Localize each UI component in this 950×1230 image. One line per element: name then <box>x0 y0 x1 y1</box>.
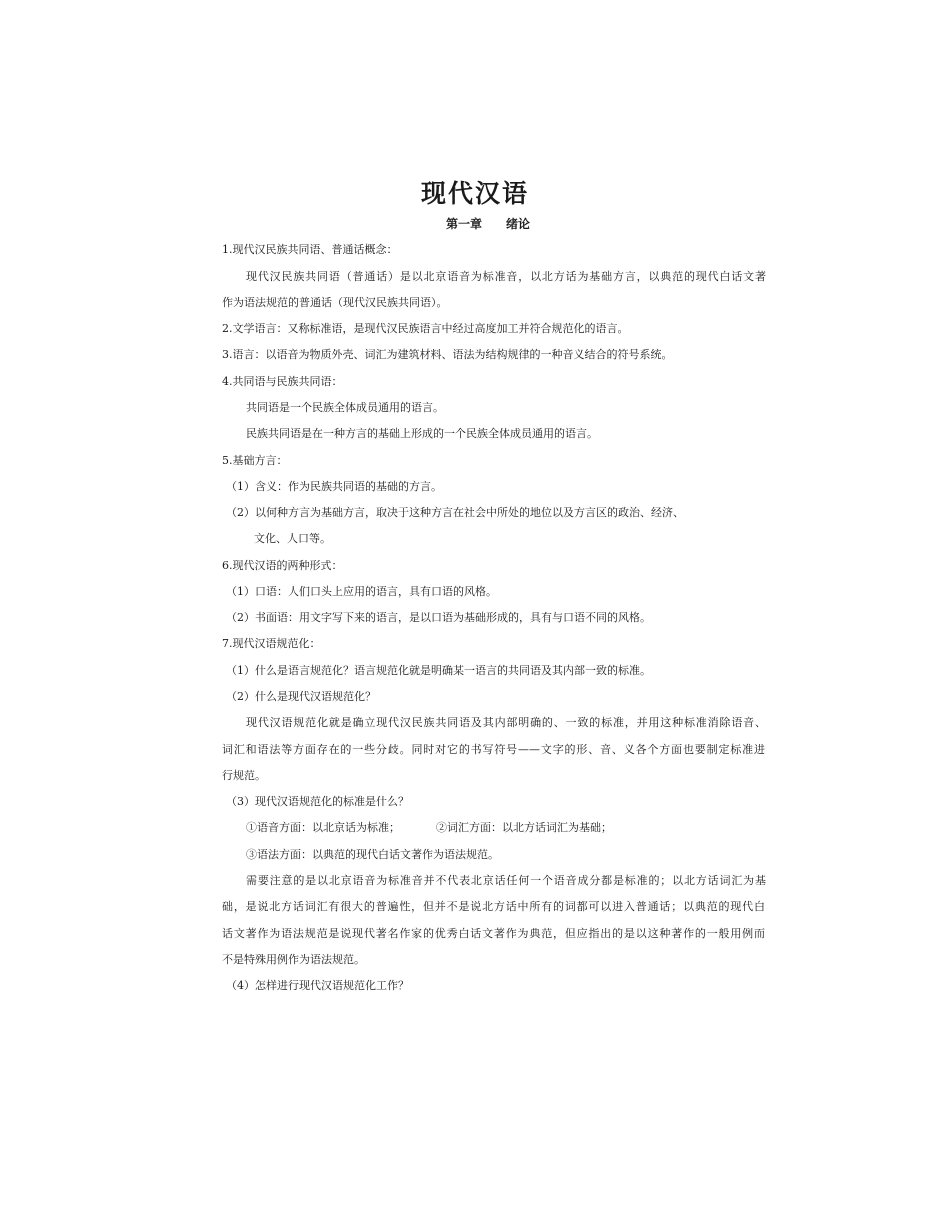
paragraph-line: 需要注意的是以北京语音为标准音并不代表北京话任何一个语音成分都是标准的；以北方话词汇为基 <box>246 874 766 887</box>
paragraph-line: 不是特殊用例作为语法规范。 <box>222 953 365 966</box>
list-item: （3）现代汉语规范化的标准是什么？ <box>226 795 409 808</box>
list-item-continuation: 文化、人口等。 <box>254 532 331 545</box>
list-item: （1）含义：作为民族共同语的基础的方言。 <box>226 480 442 493</box>
paragraph-line: 现代汉民族共同语（普通话）是以北京语音为标准音，以北方话为基础方言，以典范的现代白话文著 <box>246 270 766 283</box>
list-item: （1）口语：人们口头上应用的语言，具有口语的风格。 <box>226 585 497 598</box>
paragraph-line: 词汇和语法等方面存在的一些分歧。同时对它的书写符号——文字的形、音、义各个方面也要制定标准进 <box>222 743 765 756</box>
paragraph-line: 现代汉语规范化就是确立现代汉民族共同语及其内部明确的、一致的标准，并用这种标准消除语音、 <box>246 716 766 729</box>
paragraph-line: 行规范。 <box>222 769 266 782</box>
paragraph-line: 作为语法规范的普通话（现代汉民族共同语）。 <box>222 296 448 309</box>
paragraph-line: 础，是说北方话词汇有很大的普遍性，但并不是说北方话中所有的词都可以进入普通话；以典范的现代白 <box>222 900 765 913</box>
standard-item-grammar: ③语法方面：以典范的现代白话文著作为语法规范。 <box>246 848 499 861</box>
list-item: （4）怎样进行现代汉语规范化工作？ <box>226 979 409 992</box>
section-heading: 5.基础方言： <box>222 454 288 467</box>
paragraph-line: 民族共同语是在一种方言的基础上形成的一个民族全体成员通用的语言。 <box>246 427 598 440</box>
section-heading: 4.共同语与民族共同语： <box>222 375 343 388</box>
standard-item-phonetics: ①语音方面：以北京话为标准； <box>246 821 400 834</box>
standard-item-vocabulary: ②词汇方面：以北方话词汇为基础； <box>436 821 612 834</box>
list-item: （2）什么是现代汉语规范化？ <box>226 690 376 703</box>
chapter-heading: 第一章 绪论 <box>445 217 530 231</box>
page-title: 现代汉语 <box>420 179 529 208</box>
paragraph-line: 共同语是一个民族全体成员通用的语言。 <box>246 401 444 414</box>
section-heading: 2.文学语言：又称标准语，是现代汉民族语言中经过高度加工并符合规范化的语言。 <box>222 322 629 335</box>
list-item: （2）书面语：用文字写下来的语言，是以口语为基础形成的，具有与口语不同的风格。 <box>226 611 651 624</box>
paragraph-line: 话文著作为语法规范是说现代著名作家的优秀白话文著作为典范，但应指出的是以这种著作的一般用例而 <box>222 927 765 940</box>
section-heading: 6.现代汉语的两种形式： <box>222 559 343 572</box>
section-heading: 1.现代汉民族共同语、普通话概念： <box>222 243 398 256</box>
list-item: （2）以何种方言为基础方言，取决于这种方言在社会中所处的地位以及方言区的政治、经济、 <box>226 506 684 519</box>
list-item: （1）什么是语言规范化？语言规范化就是明确某一语言的共同语及其内部一致的标准。 <box>226 664 651 677</box>
section-heading: 3.语言：以语音为物质外壳、词汇为建筑材料、语法为结构规律的一种音义结合的符号系统。 <box>222 348 673 361</box>
section-heading: 7.现代汉语规范化： <box>222 637 321 650</box>
